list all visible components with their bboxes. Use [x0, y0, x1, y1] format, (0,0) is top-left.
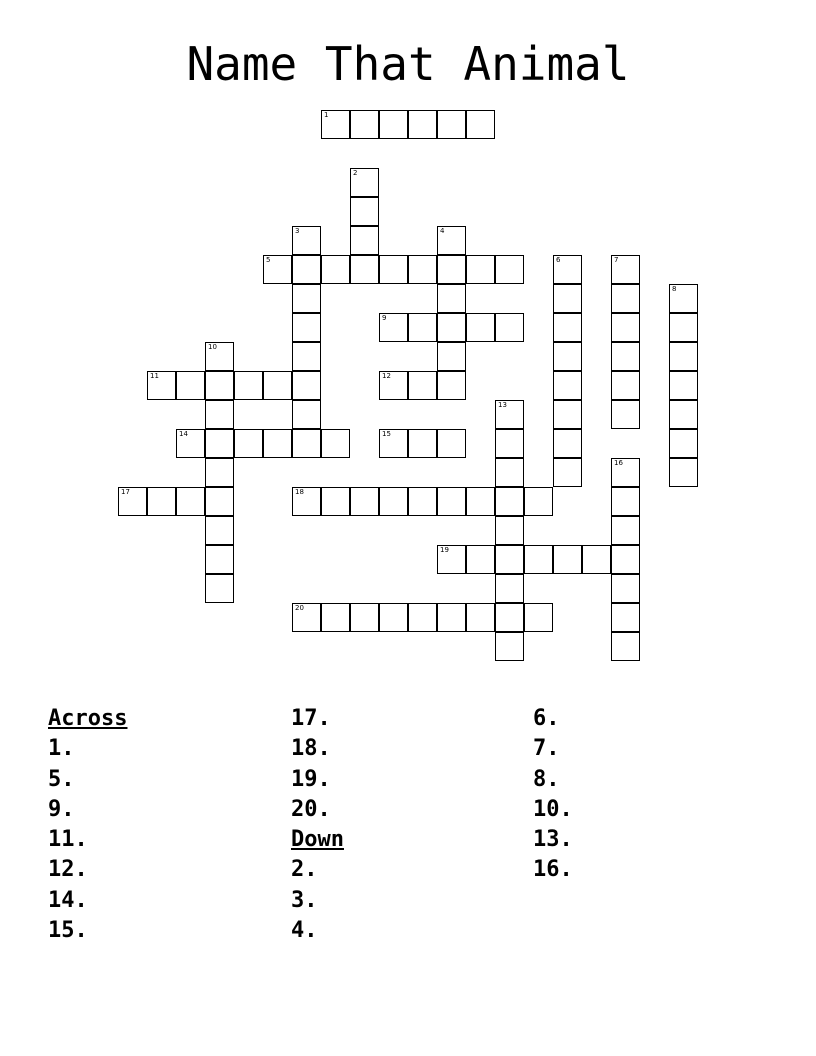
grid-cell[interactable] [669, 458, 698, 487]
grid-cell[interactable] [147, 371, 176, 400]
grid-cell[interactable] [205, 516, 234, 545]
grid-cell[interactable] [466, 313, 495, 342]
grid-cell[interactable] [234, 371, 263, 400]
grid-cell[interactable] [611, 458, 640, 487]
grid-cell[interactable] [437, 603, 466, 632]
grid-cell[interactable] [524, 545, 553, 574]
grid-cell[interactable] [669, 429, 698, 458]
grid-cell[interactable] [553, 458, 582, 487]
grid-cell[interactable] [408, 429, 437, 458]
grid-cell[interactable] [437, 429, 466, 458]
clue-number: 20 [295, 604, 304, 612]
grid-cell[interactable] [292, 284, 321, 313]
grid-cell[interactable] [379, 429, 408, 458]
grid-cell[interactable] [669, 371, 698, 400]
grid-cell[interactable] [437, 371, 466, 400]
grid-cell[interactable] [176, 487, 205, 516]
clue-item: 14. [48, 887, 88, 913]
grid-cell[interactable] [582, 545, 611, 574]
grid-cell[interactable] [495, 574, 524, 603]
grid-cell[interactable] [611, 371, 640, 400]
grid-cell[interactable] [205, 400, 234, 429]
grid-cell[interactable] [466, 110, 495, 139]
clue-number: 16 [614, 459, 623, 467]
grid-cell[interactable] [176, 371, 205, 400]
grid-cell[interactable] [553, 342, 582, 371]
clue-item: 12. [48, 857, 88, 883]
clue-item: 11. [48, 827, 88, 853]
clue-number: 5 [266, 256, 271, 264]
grid-cell[interactable] [495, 255, 524, 284]
grid-cell[interactable] [669, 342, 698, 371]
grid-cell[interactable] [205, 574, 234, 603]
grid-cell[interactable] [495, 632, 524, 661]
clue-item: 19. [291, 766, 331, 792]
clue-number: 2 [353, 169, 358, 177]
clue-number: 18 [295, 488, 304, 496]
grid-cell[interactable] [466, 487, 495, 516]
grid-cell[interactable] [495, 313, 524, 342]
grid-cell[interactable] [408, 603, 437, 632]
grid-cell[interactable] [379, 371, 408, 400]
clue-number: 10 [208, 343, 217, 351]
clues-column-1 [48, 704, 127, 946]
grid-cell[interactable] [669, 313, 698, 342]
clue-item: 7. [533, 736, 560, 762]
clue-item: 17. [291, 706, 331, 731]
clue-number: 12 [382, 372, 391, 380]
grid-cell[interactable] [611, 603, 640, 632]
page-title: Name That Animal [186, 37, 630, 91]
clue-item: 4. [291, 918, 318, 944]
clue-item: 13. [533, 827, 573, 853]
grid-cell[interactable] [379, 313, 408, 342]
grid-cell[interactable] [321, 487, 350, 516]
grid-cell[interactable] [292, 400, 321, 429]
clue-number: 19 [440, 546, 449, 554]
grid-cell[interactable] [553, 429, 582, 458]
clues-column-2 [291, 704, 344, 946]
clue-number: 6 [556, 256, 561, 264]
grid-cell[interactable] [611, 342, 640, 371]
clue-item: 3. [291, 887, 318, 913]
grid-cell[interactable] [350, 226, 379, 255]
clue-item: 10. [533, 796, 573, 822]
grid-cell[interactable] [437, 284, 466, 313]
grid-cell[interactable] [408, 487, 437, 516]
clue-item: 15. [48, 918, 88, 944]
grid-cell[interactable] [118, 487, 147, 516]
grid-cell[interactable] [350, 603, 379, 632]
grid-cell[interactable] [611, 574, 640, 603]
grid-cell[interactable] [205, 458, 234, 487]
grid-cell[interactable] [147, 487, 176, 516]
clue-number: 15 [382, 430, 391, 438]
grid-cell[interactable] [408, 371, 437, 400]
grid-cell[interactable] [495, 458, 524, 487]
grid-cell[interactable] [408, 255, 437, 284]
grid-cell[interactable] [292, 487, 321, 516]
clue-number: 8 [672, 285, 677, 293]
grid-cell[interactable] [553, 255, 582, 284]
grid-cell[interactable] [408, 110, 437, 139]
grid-cell[interactable] [611, 400, 640, 429]
grid-cell[interactable] [292, 226, 321, 255]
grid-cell[interactable] [466, 603, 495, 632]
grid-cell[interactable] [292, 371, 321, 400]
grid-cell[interactable] [292, 313, 321, 342]
grid-cell[interactable] [553, 371, 582, 400]
grid-cell[interactable] [292, 342, 321, 371]
grid-cell[interactable] [263, 371, 292, 400]
clue-item: 1. [48, 736, 75, 762]
clue-number: 3 [295, 227, 300, 235]
grid-cell[interactable] [611, 545, 640, 574]
grid-cell[interactable] [263, 429, 292, 458]
grid-cell[interactable] [437, 342, 466, 371]
grid-cell[interactable] [611, 516, 640, 545]
clue-section-heading: Across [48, 706, 128, 731]
clue-number: 1 [324, 111, 329, 119]
grid-cell[interactable] [437, 110, 466, 139]
grid-cell[interactable] [669, 400, 698, 429]
grid-cell[interactable] [553, 313, 582, 342]
grid-cell[interactable] [321, 603, 350, 632]
clue-item: 8. [533, 766, 560, 792]
grid-cell[interactable] [495, 487, 524, 516]
clue-item: 9. [48, 796, 75, 822]
grid-cell[interactable] [611, 313, 640, 342]
grid-cell[interactable] [350, 110, 379, 139]
grid-cell[interactable] [437, 255, 466, 284]
clue-number: 9 [382, 314, 387, 322]
clue-item: 2. [291, 857, 318, 883]
grid-cell[interactable] [292, 429, 321, 458]
grid-cell[interactable] [379, 487, 408, 516]
grid-cell[interactable] [379, 603, 408, 632]
grid-cell[interactable] [553, 284, 582, 313]
grid-cell[interactable] [437, 226, 466, 255]
grid-cell[interactable] [205, 487, 234, 516]
grid-cell[interactable] [611, 284, 640, 313]
clue-number: 13 [498, 401, 507, 409]
grid-cell[interactable] [495, 516, 524, 545]
grid-cell[interactable] [350, 487, 379, 516]
grid-cell[interactable] [524, 487, 553, 516]
grid-cell[interactable] [437, 313, 466, 342]
grid-cell[interactable] [466, 545, 495, 574]
clue-item: 20. [291, 796, 331, 822]
clue-item: 6. [533, 706, 560, 731]
grid-cell[interactable] [379, 255, 408, 284]
grid-cell[interactable] [524, 603, 553, 632]
clue-item: 18. [291, 736, 331, 762]
grid-cell[interactable] [350, 168, 379, 197]
grid-cell[interactable] [669, 284, 698, 313]
clue-number: 7 [614, 256, 619, 264]
grid-cell[interactable] [495, 429, 524, 458]
clue-section-heading: Down [291, 827, 344, 853]
grid-cell[interactable] [495, 545, 524, 574]
grid-cell[interactable] [495, 603, 524, 632]
clue-number: 11 [150, 372, 159, 380]
grid-cell[interactable] [437, 487, 466, 516]
grid-cell[interactable] [611, 255, 640, 284]
grid-cell[interactable] [292, 603, 321, 632]
grid-cell[interactable] [321, 429, 350, 458]
grid-cell[interactable] [263, 255, 292, 284]
grid-cell[interactable] [176, 429, 205, 458]
grid-cell[interactable] [408, 313, 437, 342]
grid-cell[interactable] [611, 487, 640, 516]
clue-number: 14 [179, 430, 188, 438]
grid-cell[interactable] [321, 255, 350, 284]
grid-cell[interactable] [205, 371, 234, 400]
grid-cell[interactable] [495, 400, 524, 429]
grid-cell[interactable] [350, 255, 379, 284]
clue-item: 5. [48, 766, 75, 792]
clue-number: 4 [440, 227, 445, 235]
grid-cell[interactable] [379, 110, 408, 139]
grid-cell[interactable] [553, 400, 582, 429]
grid-cell[interactable] [611, 632, 640, 661]
grid-cell[interactable] [292, 255, 321, 284]
grid-cell[interactable] [321, 110, 350, 139]
grid-cell[interactable] [205, 429, 234, 458]
grid-cell[interactable] [205, 545, 234, 574]
grid-cell[interactable] [234, 429, 263, 458]
grid-cell[interactable] [466, 255, 495, 284]
grid-cell[interactable] [553, 545, 582, 574]
clue-number: 17 [121, 488, 130, 496]
grid-cell[interactable] [205, 342, 234, 371]
clues-column-3 [533, 704, 573, 886]
grid-cell[interactable] [437, 545, 466, 574]
clue-item: 16. [533, 857, 573, 883]
grid-cell[interactable] [350, 197, 379, 226]
